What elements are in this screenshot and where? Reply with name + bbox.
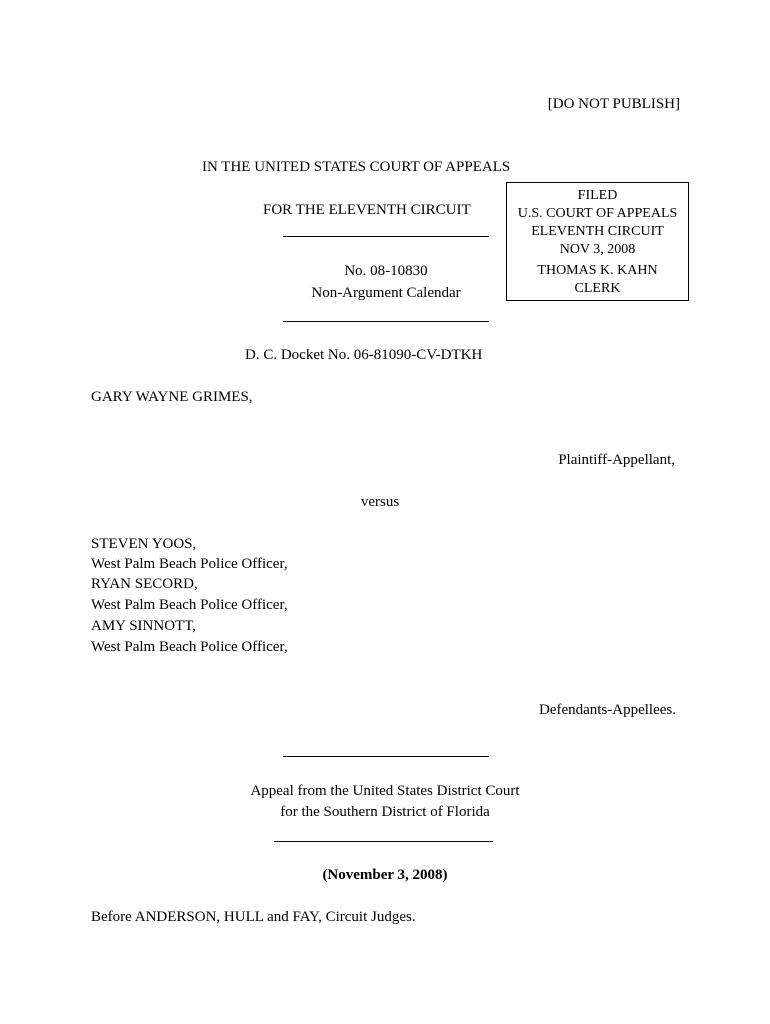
defendant-title: West Palm Beach Police Officer, [91,639,288,655]
docket-number: D. C. Docket No. 06-81090-CV-DTKH [245,347,483,363]
plaintiff-name: GARY WAYNE GRIMES, [91,389,253,405]
plaintiff-role: Plaintiff-Appellant, [558,452,675,468]
defendant-title: West Palm Beach Police Officer, [91,597,288,613]
defendant-name: AMY SINNOTT, [91,618,196,634]
panel-judges: Before ANDERSON, HULL and FAY, Circuit Judges. [91,909,416,925]
filed-date: NOV 3, 2008 [559,242,636,257]
circuit-name: FOR THE ELEVENTH CIRCUIT [263,202,471,218]
separator-rule [283,321,489,322]
defendant-name: STEVEN YOOS, [91,536,197,552]
defendant-name: RYAN SECORD, [91,576,198,592]
defendants-role: Defendants-Appellees. [538,702,676,718]
filed-stamp [506,182,689,301]
separator-rule [283,236,489,237]
publish-notice: [DO NOT PUBLISH] [547,96,680,112]
filed-label: FILED [577,188,618,203]
filed-clerk-title: CLERK [574,281,621,296]
appeal-district: for the Southern District of Florida [280,804,490,820]
filed-court: U.S. COURT OF APPEALS [517,206,678,221]
court-name: IN THE UNITED STATES COURT OF APPEALS [202,159,511,175]
separator-rule [274,841,493,842]
versus-label: versus [360,494,400,510]
filed-clerk-name: THOMAS K. KAHN [537,263,658,278]
defendant-title: West Palm Beach Police Officer, [91,556,288,572]
filed-circuit: ELEVENTH CIRCUIT [531,224,664,239]
case-number: No. 08-10830 [344,263,428,279]
separator-rule [283,756,489,757]
appeal-origin: Appeal from the United States District Court [250,783,520,799]
decision-date: (November 3, 2008) [322,867,448,883]
calendar-type: Non-Argument Calendar [311,285,461,301]
